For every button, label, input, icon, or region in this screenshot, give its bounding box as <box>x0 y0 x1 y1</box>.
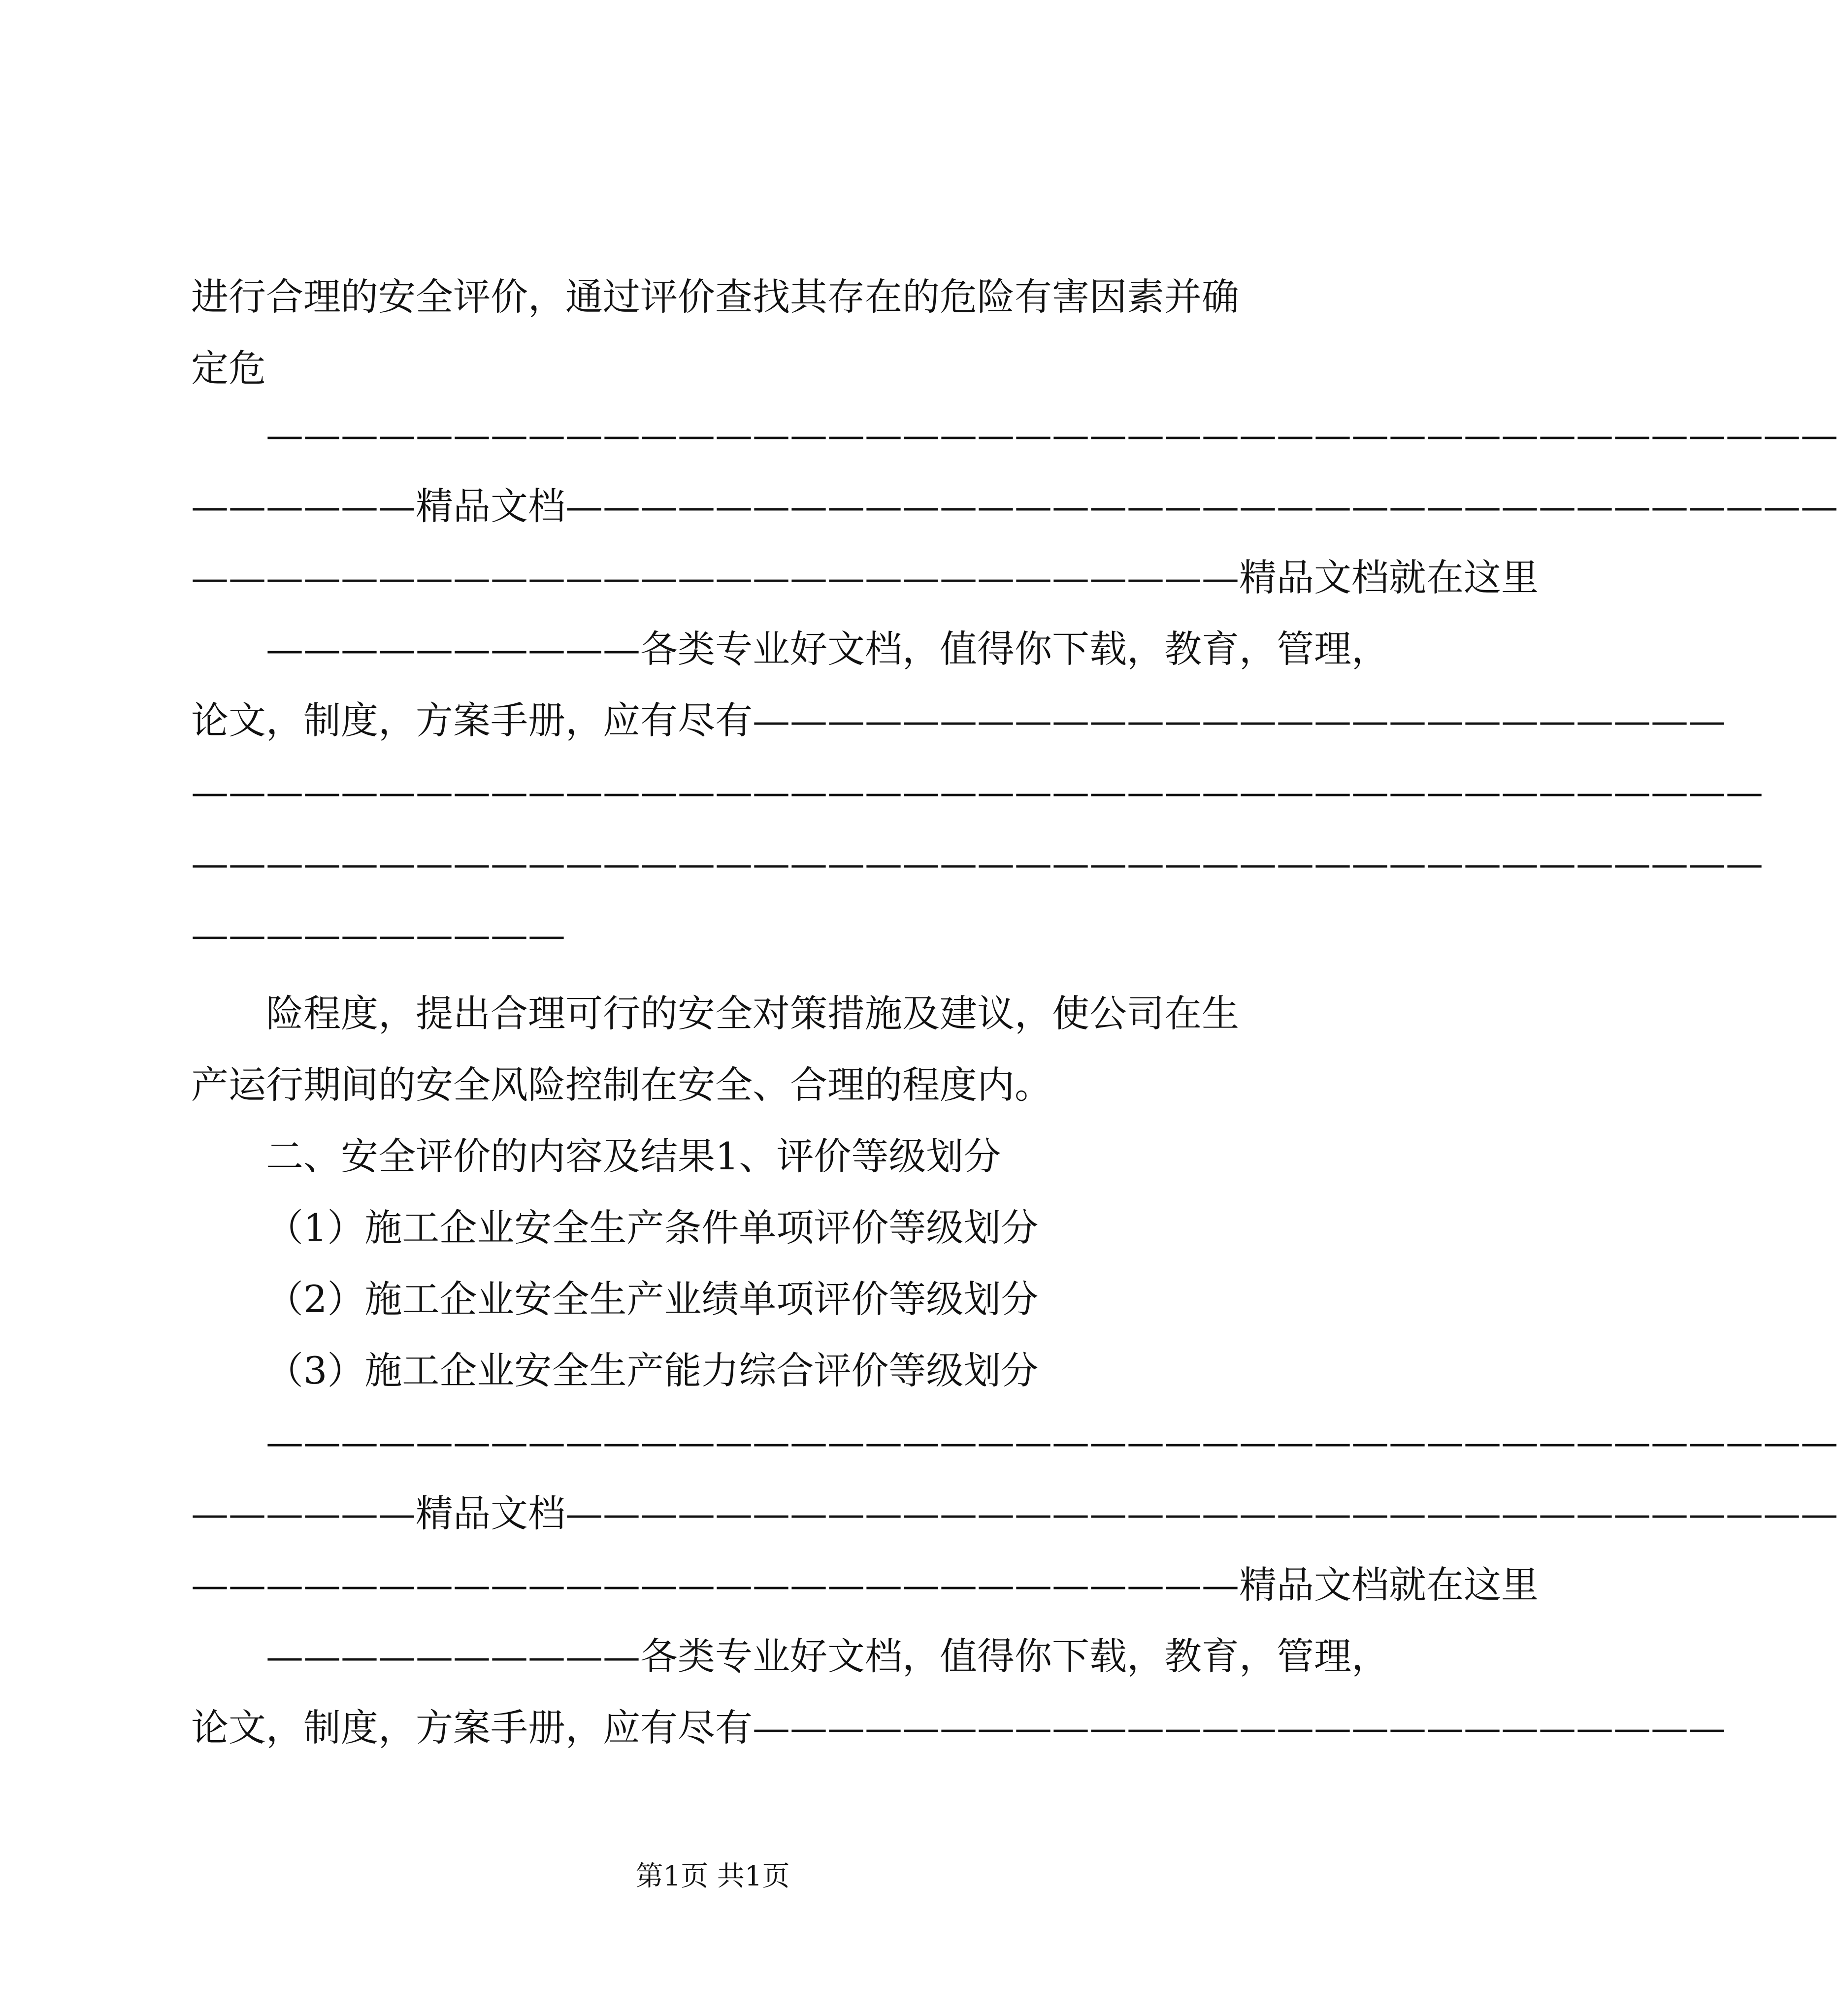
text-line-2: 定危 <box>191 346 266 390</box>
list-item-3: （3）施工企业安全生产能力综合评价等级划分 <box>266 1349 1039 1392</box>
text-line-4: ————————————————————————————精品文档就在这里 <box>191 556 1539 599</box>
separator-line-5: —————————————————————————————————————————— <box>266 1420 1838 1464</box>
page-footer: 第1页 共1页 <box>635 1860 790 1892</box>
text-line-12: 论文，制度，方案手册，应有尽有—————————————————————————— <box>191 1706 1726 1750</box>
separator-line-4: —————————— <box>191 913 565 957</box>
list-item-2: （2）施工企业安全生产业绩单项评价等级划分 <box>266 1277 1039 1321</box>
text-line-9: ——————精品文档—————————————————————————————————— <box>191 1491 1838 1535</box>
text-line-7: 险程度，提出合理可行的安全对策措施及建议，使公司在生 <box>266 991 1239 1035</box>
separator-line-1: —————————————————————————————————————————— <box>266 413 1838 457</box>
text-line-5: ——————————各类专业好文档，值得你下载，教育，管理， <box>266 627 1389 671</box>
text-line-11: ——————————各类专业好文档，值得你下载，教育，管理， <box>266 1634 1389 1678</box>
section-heading: 二、安全评价的内容及结果1、评价等级划分 <box>266 1134 1001 1178</box>
text-line-3: ——————精品文档—————————————————————————————————— <box>191 484 1838 528</box>
text-line-8: 产运行期间的安全风险控制在安全、合理的程度内。 <box>191 1063 1052 1107</box>
text-line-10: ————————————————————————————精品文档就在这里 <box>191 1563 1539 1607</box>
list-item-1: （1）施工企业安全生产条件单项评价等级划分 <box>266 1206 1039 1250</box>
separator-line-2: —————————————————————————————————————————— <box>191 770 1763 814</box>
text-line-6: 论文，制度，方案手册，应有尽有—————————————————————————— <box>191 698 1726 742</box>
separator-line-3: —————————————————————————————————————————— <box>191 841 1763 885</box>
text-line-1: 进行合理的安全评价，通过评价查找其存在的危险有害因素并确 <box>191 275 1239 319</box>
